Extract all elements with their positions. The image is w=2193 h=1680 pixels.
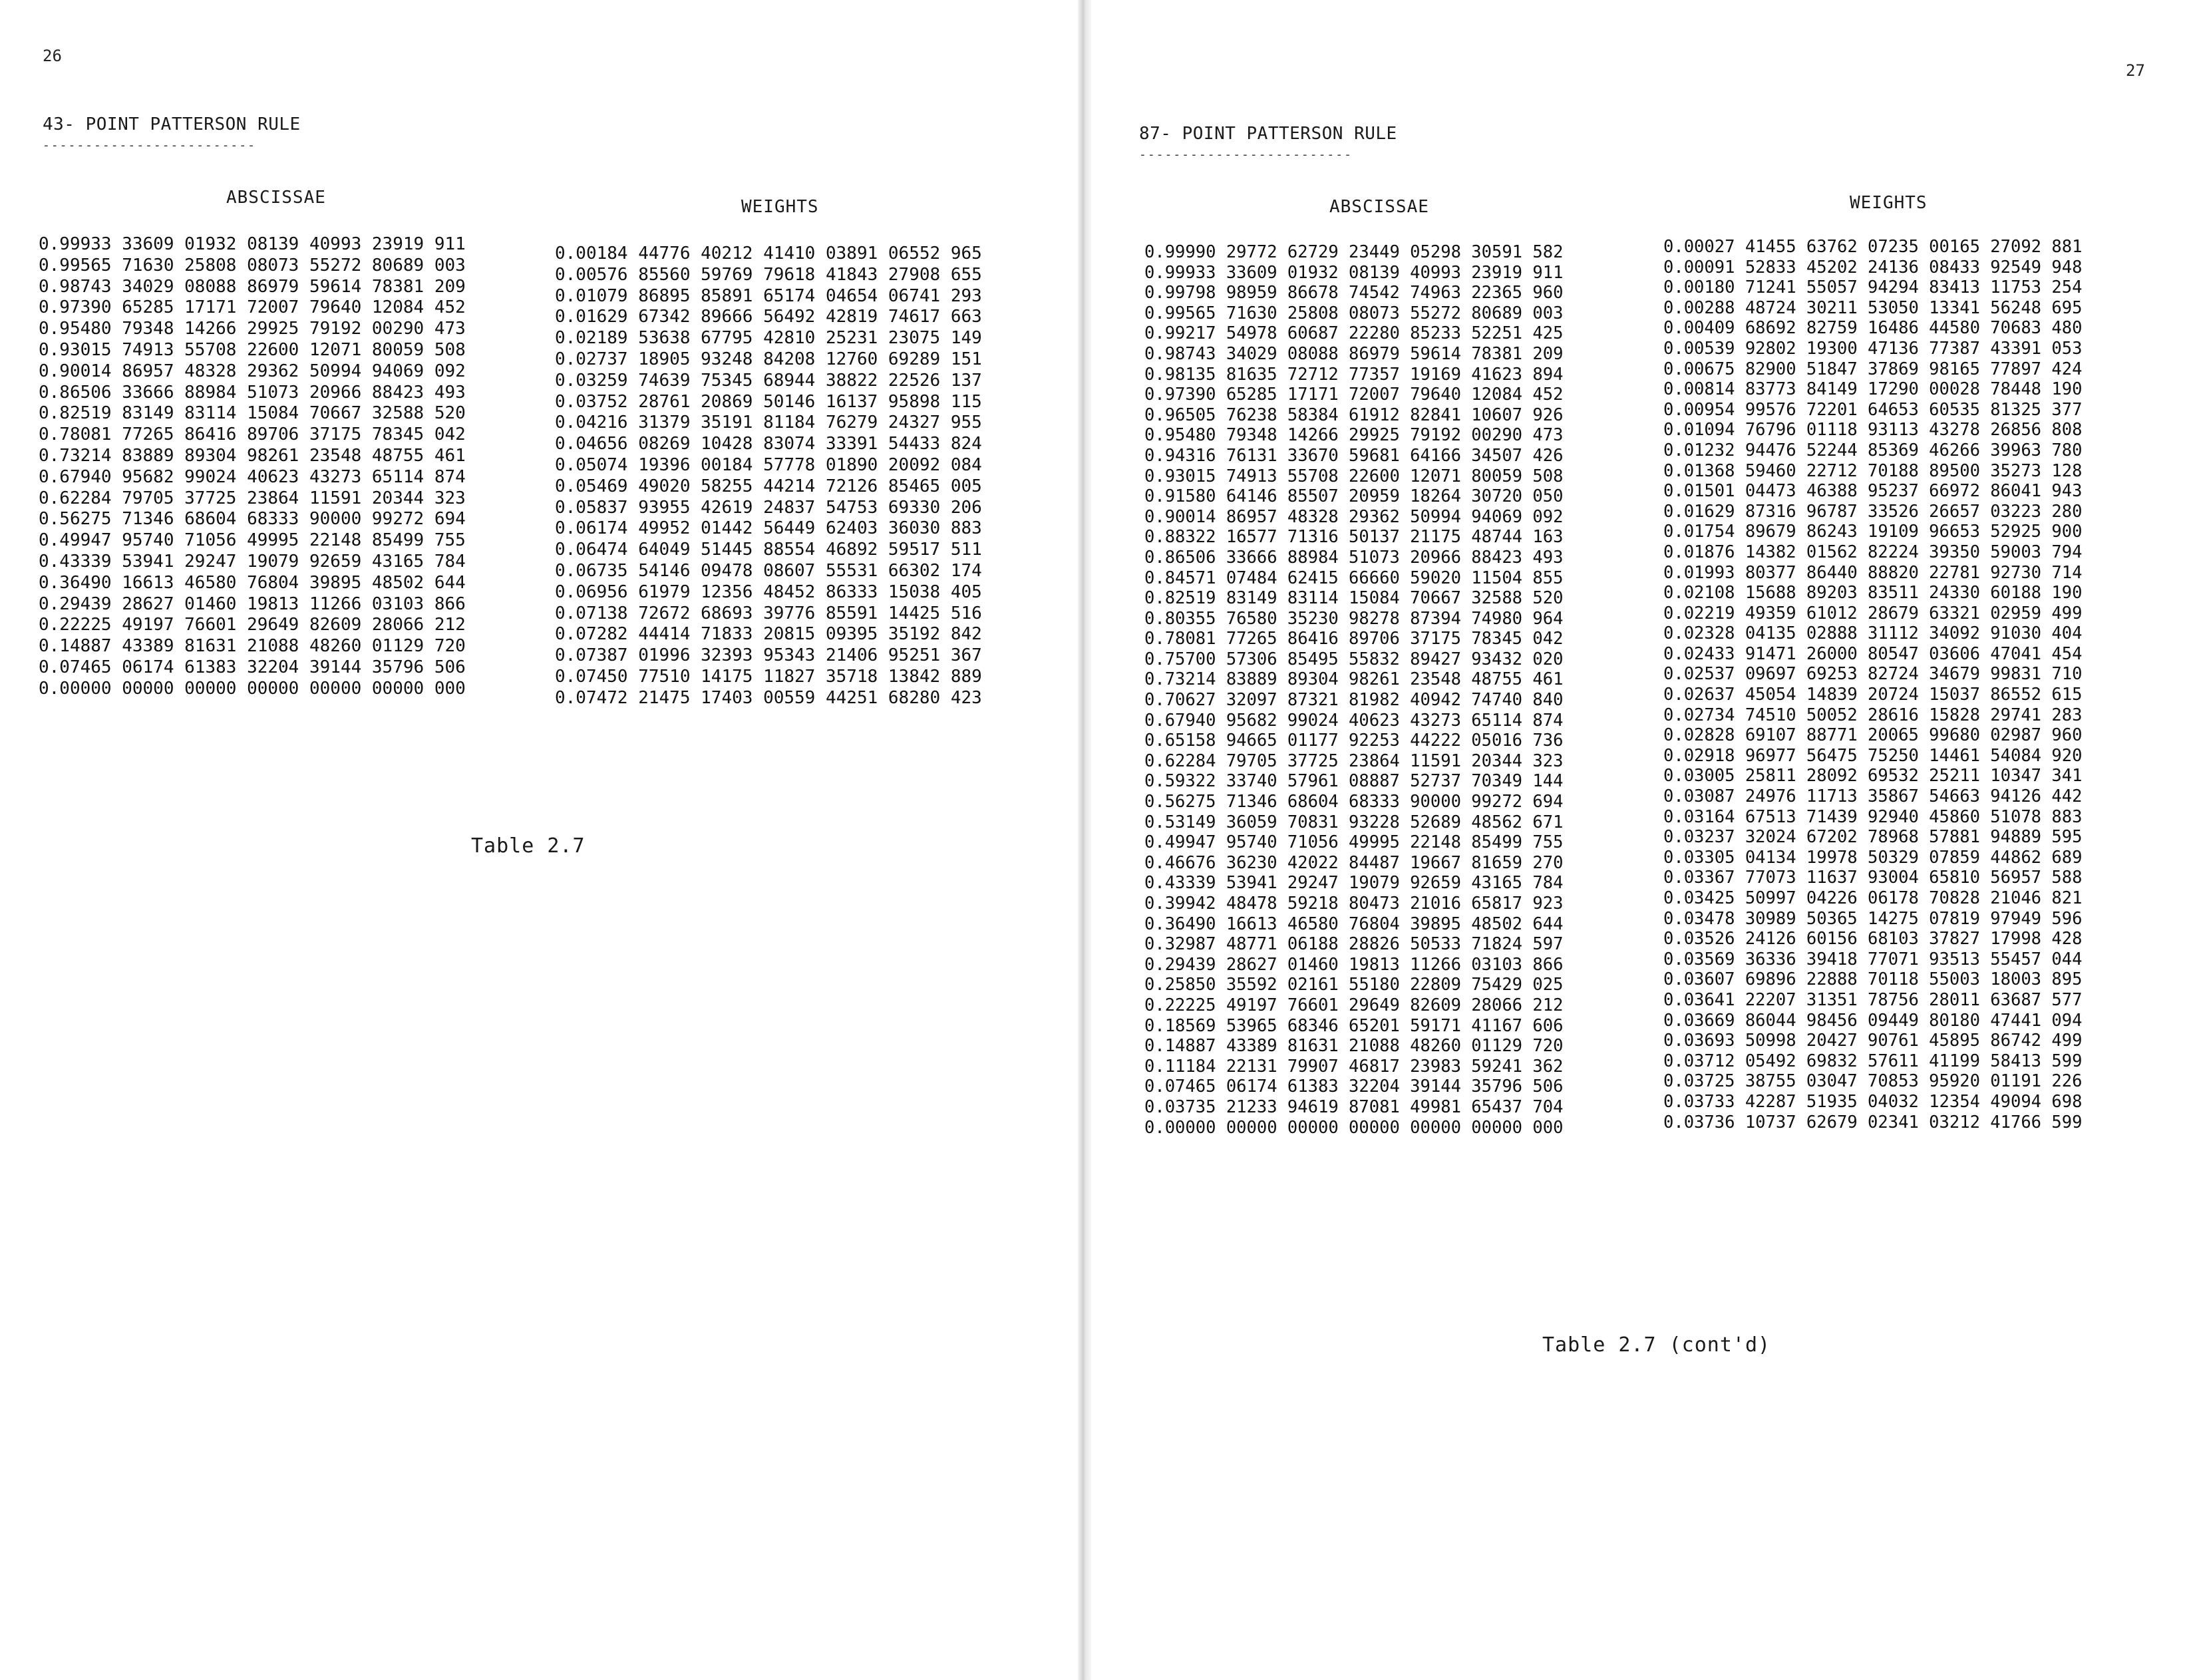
table-row: 0.03164 67513 71439 92940 45860 51078 883 bbox=[1663, 806, 2083, 827]
table-row: 0.93015 74913 55708 22600 12071 80059 508 bbox=[1144, 466, 1564, 486]
table-row: 0.99565 71630 25808 08073 55272 80689 003 bbox=[1144, 303, 1564, 323]
table-row: 0.29439 28627 01460 19813 11266 03103 866 bbox=[1144, 954, 1564, 975]
weights-header: WEIGHTS bbox=[741, 197, 819, 217]
abscissae-column bbox=[1144, 242, 1563, 1138]
table-row: 0.00539 92802 19300 47136 77387 43391 053 bbox=[1663, 338, 2083, 359]
title-underline: ------------------------- bbox=[1139, 148, 1353, 162]
table-row: 0.03736 10737 62679 02341 03212 41766 599 bbox=[1663, 1112, 2083, 1132]
table-row: 0.88322 16577 71316 50137 21175 48744 163 bbox=[1144, 527, 1564, 548]
table-row: 0.98743 34029 08088 86979 59614 78381 209 bbox=[39, 276, 466, 297]
weights-column bbox=[1663, 237, 2082, 1132]
table-row: 0.95480 79348 14266 29925 79192 00290 473 bbox=[1144, 425, 1564, 446]
title-underline: ------------------------- bbox=[43, 138, 256, 152]
table-row: 0.82519 83149 83114 15084 70667 32588 520 bbox=[39, 403, 466, 424]
table-row: 0.84571 07484 62415 66660 59020 11504 855 bbox=[1144, 568, 1564, 588]
table-row: 0.02637 45054 14839 20724 15037 86552 615 bbox=[1663, 685, 2083, 705]
table-row: 0.02433 91471 26000 80547 03606 47041 454 bbox=[1663, 643, 2083, 664]
table-row: 0.14887 43389 81631 21088 48260 01129 720 bbox=[1144, 1036, 1564, 1057]
table-row: 0.02219 49359 61012 28679 63321 02959 499 bbox=[1663, 603, 2083, 623]
table-row: 0.00180 71241 55057 94294 83413 11753 254 bbox=[1663, 277, 2083, 298]
table-row: 0.43339 53941 29247 19079 92659 43165 784 bbox=[1144, 873, 1564, 894]
abscissae-column bbox=[39, 234, 466, 700]
table-row: 0.02537 09697 69253 82724 34679 99831 710 bbox=[1663, 664, 2083, 685]
table-row: 0.06956 61979 12356 48452 86333 15038 405 bbox=[555, 582, 982, 602]
table-row: 0.03237 32024 67202 78968 57881 94889 595 bbox=[1663, 827, 2083, 848]
table-caption: Table 2.7 (cont'd) bbox=[1542, 1333, 1771, 1357]
table-row: 0.73214 83889 89304 98261 23548 48755 461 bbox=[39, 445, 466, 466]
table-row: 0.90014 86957 48328 29362 50994 94069 092 bbox=[1144, 506, 1564, 527]
table-row: 0.01501 04473 46388 95237 66972 86041 943 bbox=[1663, 481, 2083, 502]
table-row: 0.99933 33609 01932 08139 40993 23919 911 bbox=[39, 234, 466, 254]
table-row: 0.43339 53941 29247 19079 92659 43165 784 bbox=[39, 551, 466, 572]
table-row: 0.53149 36059 70831 93228 52689 48562 671 bbox=[1144, 812, 1564, 832]
table-row: 0.70627 32097 87321 81982 40942 74740 840 bbox=[1144, 690, 1564, 711]
table-row: 0.59322 33740 57961 08887 52737 70349 144 bbox=[1144, 771, 1564, 792]
right-page bbox=[1091, 0, 2193, 1680]
table-row: 0.00409 68692 82759 16486 44580 70683 480 bbox=[1663, 318, 2083, 339]
table-row: 0.03725 38755 03047 70853 95920 01191 226 bbox=[1663, 1071, 2083, 1092]
table-row: 0.02328 04135 02888 31112 34092 91030 404 bbox=[1663, 623, 2083, 644]
table-row: 0.62284 79705 37725 23864 11591 20344 323 bbox=[39, 488, 466, 508]
table-row: 0.02918 96977 56475 75250 14461 54084 920 bbox=[1663, 745, 2083, 766]
table-row: 0.93015 74913 55708 22600 12071 80059 508 bbox=[39, 339, 466, 360]
table-row: 0.01629 67342 89666 56492 42819 74617 663 bbox=[555, 307, 982, 327]
table-row: 0.04216 31379 35191 81184 76279 24327 955 bbox=[555, 413, 982, 433]
table-row: 0.62284 79705 37725 23864 11591 20344 323 bbox=[1144, 751, 1564, 771]
table-row: 0.00027 41455 63762 07235 00165 27092 881 bbox=[1663, 237, 2083, 257]
table-row: 0.99217 54978 60687 22280 85233 52251 425 bbox=[1144, 323, 1564, 344]
table-row: 0.95480 79348 14266 29925 79192 00290 473 bbox=[39, 319, 466, 339]
table-row: 0.06174 49952 01442 56449 62403 36030 883 bbox=[555, 518, 982, 539]
table-row: 0.06735 54146 09478 08607 55531 66302 174 bbox=[555, 560, 982, 581]
table-row: 0.65158 94665 01177 92253 44222 05016 736 bbox=[1144, 731, 1564, 751]
table-title: 87- POINT PATTERSON RULE bbox=[1139, 124, 1397, 144]
table-row: 0.78081 77265 86416 89706 37175 78345 042 bbox=[39, 424, 466, 445]
table-row: 0.03425 50997 04226 06178 70828 21046 821 bbox=[1663, 888, 2083, 908]
table-row: 0.03669 86044 98456 09449 80180 47441 094 bbox=[1663, 1010, 2083, 1031]
table-row: 0.01876 14382 01562 82224 39350 59003 794 bbox=[1663, 542, 2083, 562]
table-row: 0.73214 83889 89304 98261 23548 48755 461 bbox=[1144, 669, 1564, 690]
table-row: 0.00814 83773 84149 17290 00028 78448 190 bbox=[1663, 379, 2083, 400]
table-row: 0.32987 48771 06188 28826 50533 71824 597 bbox=[1144, 934, 1564, 955]
table-row: 0.90014 86957 48328 29362 50994 94069 092 bbox=[39, 361, 466, 381]
table-row: 0.02189 53638 67795 42810 25231 23075 149 bbox=[555, 328, 982, 349]
table-row: 0.18569 53965 68346 65201 59171 41167 606 bbox=[1144, 1015, 1564, 1036]
table-title: 43- POINT PATTERSON RULE bbox=[43, 114, 301, 134]
table-row: 0.07138 72672 68693 39776 85591 14425 516 bbox=[555, 603, 982, 623]
table-row: 0.01993 80377 86440 88820 22781 92730 714 bbox=[1663, 562, 2083, 583]
table-row: 0.06474 64049 51445 88554 46892 59517 511 bbox=[555, 540, 982, 560]
table-row: 0.94316 76131 33670 59681 64166 34507 426 bbox=[1144, 445, 1564, 466]
table-row: 0.02734 74510 50052 28616 15828 29741 283 bbox=[1663, 705, 2083, 725]
table-row: 0.67940 95682 99024 40623 43273 65114 874 bbox=[39, 466, 466, 487]
table-row: 0.03733 42287 51935 04032 12354 49094 698 bbox=[1663, 1091, 2083, 1112]
table-row: 0.01368 59460 22712 70188 89500 35273 128 bbox=[1663, 460, 2083, 481]
table-row: 0.46676 36230 42022 84487 19667 81659 270 bbox=[1144, 852, 1564, 873]
table-row: 0.03478 30989 50365 14275 07819 97949 596 bbox=[1663, 908, 2083, 929]
table-row: 0.22225 49197 76601 29649 82609 28066 212 bbox=[39, 615, 466, 635]
table-row: 0.01079 86895 85891 65174 04654 06741 293 bbox=[555, 285, 982, 306]
table-row: 0.07450 77510 14175 11827 35718 13842 889 bbox=[555, 666, 982, 687]
table-row: 0.56275 71346 68604 68333 90000 99272 694 bbox=[39, 509, 466, 530]
table-row: 0.99990 29772 62729 23449 05298 30591 582 bbox=[1144, 242, 1564, 262]
table-row: 0.03607 69896 22888 70118 55003 18003 895 bbox=[1663, 969, 2083, 990]
abscissae-header: ABSCISSAE bbox=[1329, 197, 1429, 217]
table-row: 0.04656 08269 10428 83074 33391 54433 824 bbox=[555, 434, 982, 454]
table-row: 0.00675 82900 51847 37869 98165 77897 424 bbox=[1663, 359, 2083, 379]
table-row: 0.82519 83149 83114 15084 70667 32588 520 bbox=[1144, 588, 1564, 609]
table-row: 0.02828 69107 88771 20065 99680 02987 960 bbox=[1663, 725, 2083, 746]
table-row: 0.01094 76796 01118 93113 43278 26856 808 bbox=[1663, 420, 2083, 440]
table-row: 0.03569 36336 39418 77071 93513 55457 044 bbox=[1663, 949, 2083, 969]
table-row: 0.36490 16613 46580 76804 39895 48502 644 bbox=[1144, 914, 1564, 934]
table-row: 0.11184 22131 79907 46817 23983 59241 362 bbox=[1144, 1056, 1564, 1077]
table-row: 0.99565 71630 25808 08073 55272 80689 003 bbox=[39, 255, 466, 275]
page-number: 26 bbox=[43, 47, 62, 65]
table-row: 0.25850 35592 02161 55180 22809 75429 025 bbox=[1144, 975, 1564, 995]
table-row: 0.22225 49197 76601 29649 82609 28066 212 bbox=[1144, 995, 1564, 1015]
page-number: 27 bbox=[2126, 61, 2145, 80]
table-row: 0.03087 24976 11713 35867 54663 94126 442 bbox=[1663, 786, 2083, 807]
table-row: 0.00000 00000 00000 00000 00000 00000 000 bbox=[39, 678, 466, 699]
table-row: 0.86506 33666 88984 51073 20966 88423 493 bbox=[39, 382, 466, 403]
table-row: 0.03641 22207 31351 78756 28011 63687 577 bbox=[1663, 989, 2083, 1010]
table-row: 0.01754 89679 86243 19109 96653 52925 900 bbox=[1663, 522, 2083, 542]
table-row: 0.29439 28627 01460 19813 11266 03103 866 bbox=[39, 593, 466, 614]
table-row: 0.07472 21475 17403 00559 44251 68280 423 bbox=[555, 687, 982, 708]
weights-header: WEIGHTS bbox=[1850, 193, 1928, 213]
table-row: 0.03712 05492 69832 57611 41199 58413 599 bbox=[1663, 1051, 2083, 1071]
table-row: 0.03526 24126 60156 68103 37827 17998 428 bbox=[1663, 929, 2083, 949]
table-row: 0.39942 48478 59218 80473 21016 65817 923 bbox=[1144, 894, 1564, 914]
table-row: 0.03259 74639 75345 68944 38822 22526 137 bbox=[555, 370, 982, 391]
table-row: 0.14887 43389 81631 21088 48260 01129 720 bbox=[39, 636, 466, 657]
table-row: 0.02108 15688 89203 83511 24330 60188 190 bbox=[1663, 583, 2083, 603]
table-row: 0.96505 76238 58384 61912 82841 10607 926 bbox=[1144, 405, 1564, 425]
table-row: 0.78081 77265 86416 89706 37175 78345 042 bbox=[1144, 629, 1564, 649]
table-row: 0.97390 65285 17171 72007 79640 12084 452 bbox=[39, 297, 466, 318]
table-row: 0.00288 48724 30211 53050 13341 56248 695 bbox=[1663, 297, 2083, 318]
table-row: 0.03735 21233 94619 87081 49981 65437 704 bbox=[1144, 1096, 1564, 1117]
table-caption: Table 2.7 bbox=[471, 834, 586, 858]
abscissae-header: ABSCISSAE bbox=[226, 188, 326, 208]
table-row: 0.86506 33666 88984 51073 20966 88423 493 bbox=[1144, 547, 1564, 568]
table-row: 0.36490 16613 46580 76804 39895 48502 644 bbox=[39, 572, 466, 593]
table-row: 0.02737 18905 93248 84208 12760 69289 151 bbox=[555, 349, 982, 369]
table-row: 0.03305 04134 19978 50329 07859 44862 689 bbox=[1663, 847, 2083, 868]
table-row: 0.07282 44414 71833 20815 09395 35192 842 bbox=[555, 624, 982, 645]
table-row: 0.01232 94476 52244 85369 46266 39963 780 bbox=[1663, 440, 2083, 460]
table-row: 0.97390 65285 17171 72007 79640 12084 452 bbox=[1144, 385, 1564, 405]
table-row: 0.00954 99576 72201 64653 60535 81325 377 bbox=[1663, 399, 2083, 420]
table-row: 0.00184 44776 40212 41410 03891 06552 965 bbox=[555, 244, 982, 263]
weights-column bbox=[555, 244, 982, 709]
table-row: 0.00576 85560 59769 79618 41843 27908 655 bbox=[555, 264, 982, 285]
table-row: 0.05469 49020 58255 44214 72126 85465 005 bbox=[555, 476, 982, 496]
table-row: 0.80355 76580 35230 98278 87394 74980 964 bbox=[1144, 608, 1564, 629]
table-row: 0.00091 52833 45202 24136 08433 92549 948 bbox=[1663, 257, 2083, 277]
table-row: 0.00000 00000 00000 00000 00000 00000 000 bbox=[1144, 1117, 1564, 1138]
table-row: 0.98135 81635 72712 77357 19169 41623 894 bbox=[1144, 364, 1564, 385]
table-row: 0.07465 06174 61383 32204 39144 35796 506 bbox=[39, 657, 466, 677]
table-row: 0.05837 93955 42619 24837 54753 69330 206 bbox=[555, 497, 982, 518]
table-row: 0.03752 28761 20869 50146 16137 95898 115 bbox=[555, 391, 982, 412]
table-row: 0.07465 06174 61383 32204 39144 35796 506 bbox=[1144, 1077, 1564, 1097]
left-page bbox=[0, 0, 1078, 1680]
table-row: 0.03367 77073 11637 93004 65810 56957 588 bbox=[1663, 868, 2083, 888]
table-row: 0.01629 87316 96787 33526 26657 03223 280 bbox=[1663, 501, 2083, 522]
table-row: 0.98743 34029 08088 86979 59614 78381 209 bbox=[1144, 343, 1564, 364]
table-row: 0.05074 19396 00184 57778 01890 20092 084 bbox=[555, 454, 982, 475]
table-row: 0.03693 50998 20427 90761 45895 86742 499 bbox=[1663, 1031, 2083, 1051]
table-row: 0.99798 98959 86678 74542 74963 22365 960 bbox=[1144, 283, 1564, 303]
table-row: 0.67940 95682 99024 40623 43273 65114 874 bbox=[1144, 710, 1564, 731]
table-row: 0.75700 57306 85495 55832 89427 93432 020 bbox=[1144, 649, 1564, 669]
table-row: 0.91580 64146 85507 20959 18264 30720 050 bbox=[1144, 486, 1564, 507]
table-row: 0.99933 33609 01932 08139 40993 23919 911 bbox=[1144, 262, 1564, 283]
table-row: 0.03005 25811 28092 69532 25211 10347 341 bbox=[1663, 766, 2083, 786]
table-row: 0.49947 95740 71056 49995 22148 85499 755 bbox=[1144, 832, 1564, 853]
table-row: 0.07387 01996 32393 95343 21406 95251 367 bbox=[555, 645, 982, 666]
table-row: 0.49947 95740 71056 49995 22148 85499 755 bbox=[39, 530, 466, 551]
table-row: 0.56275 71346 68604 68333 90000 99272 694 bbox=[1144, 792, 1564, 812]
book-gutter bbox=[1078, 0, 1091, 1680]
